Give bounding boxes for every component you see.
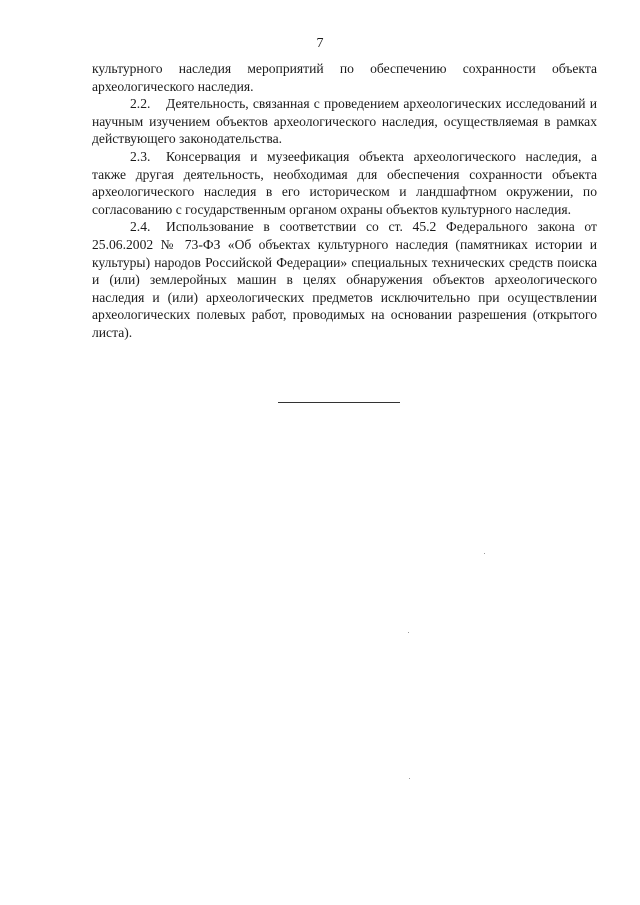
end-divider-line: [278, 402, 400, 403]
clause-text: Использование в соответствии со ст. 45.2 Федерального закона от 25.06.2002 № 73-ФЗ «Об объектах культурного наследия (памятниках истории и культуры) народов Российской Федерации» специальных технических средств поиска и (или) землеройных машин в целях обнаружения объектов археологического наследия и (или) археологических предметов исключительно при осуществлении археологических полевых работ, проводимых на основании разрешения (открытого листа).: [92, 219, 597, 340]
clause-number: 2.4.: [130, 219, 151, 235]
clause-text: Консервация и музеефикация объекта археологического наследия, а также другая деятельность, необходимая для обеспечения сохранности объекта археологического наследия в его историческом и ландшафтном окружении, по согласованию с государственным органом охраны объектов культурного наследия.: [92, 148, 597, 217]
clause-number: 2.3.: [130, 148, 151, 164]
clause-2-4: [92, 218, 597, 341]
clause-number: 2.2.: [130, 96, 151, 112]
continuation-paragraph: культурного наследия мероприятий по обеспечению сохранности объекта археологического наследия.: [92, 61, 597, 94]
scan-speck: [408, 632, 409, 633]
clause-2-3: [92, 148, 597, 218]
page-number: 7: [316, 36, 324, 51]
clause-text: Деятельность, связанная с проведением археологических исследований и научным изучением объектов археологического наследия, осуществляемая в рамках действующего законодательства.: [92, 96, 597, 147]
scan-speck: [484, 553, 485, 554]
document-body: [92, 60, 597, 342]
clause-2-2: [92, 95, 597, 148]
scan-speck: [409, 778, 410, 779]
